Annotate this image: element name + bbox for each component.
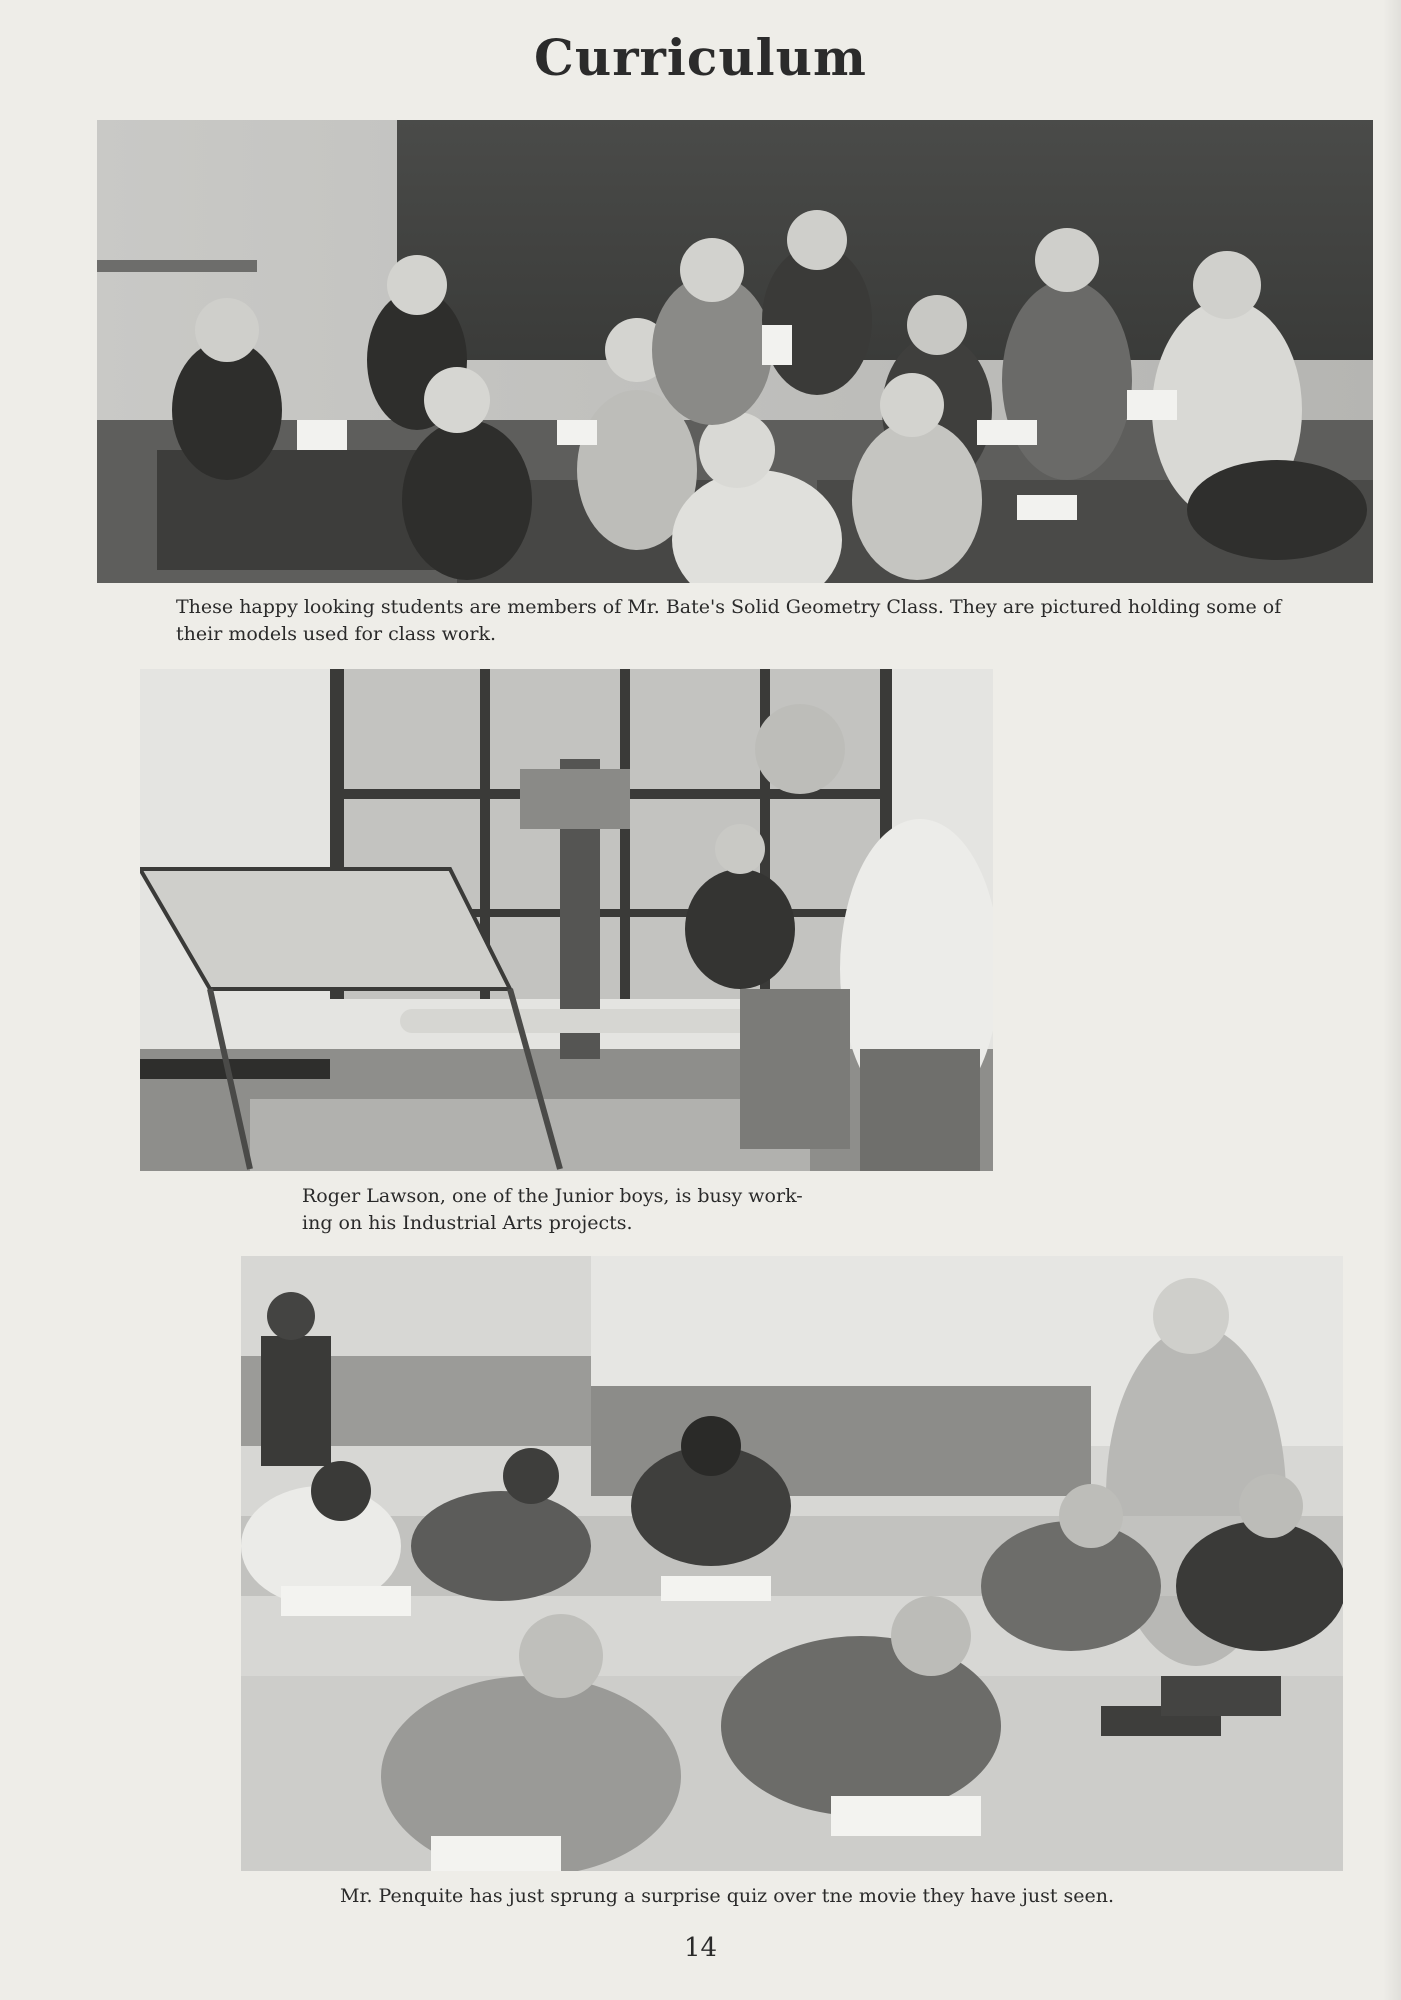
industrial-arts-caption-line-1: Roger Lawson, one of the Junior boys, is busy work-: [302, 1185, 803, 1207]
industrial-arts-photo: [140, 669, 993, 1171]
page-title: Curriculum: [534, 28, 867, 87]
surprise-quiz-caption-text: Mr. Penquite has just sprung a surprise quiz over tne movie they have just seen.: [340, 1885, 1115, 1907]
industrial-arts-caption-line-2: ing on his Industrial Arts projects.: [302, 1212, 633, 1234]
surprise-quiz-photo: [241, 1256, 1343, 1871]
page-edge-shadow: [1383, 0, 1401, 2000]
geometry-class-caption-text: These happy looking students are members of Mr. Bate's Solid Geometry Class. They are pictured holding some of their models used for class work.: [176, 596, 1282, 645]
surprise-quiz-caption: [340, 1883, 1300, 1910]
geometry-class-photo: [97, 120, 1373, 583]
geometry-class-caption: [176, 594, 1296, 648]
page-number: 14: [683, 1933, 718, 1963]
industrial-arts-caption: [302, 1183, 862, 1237]
